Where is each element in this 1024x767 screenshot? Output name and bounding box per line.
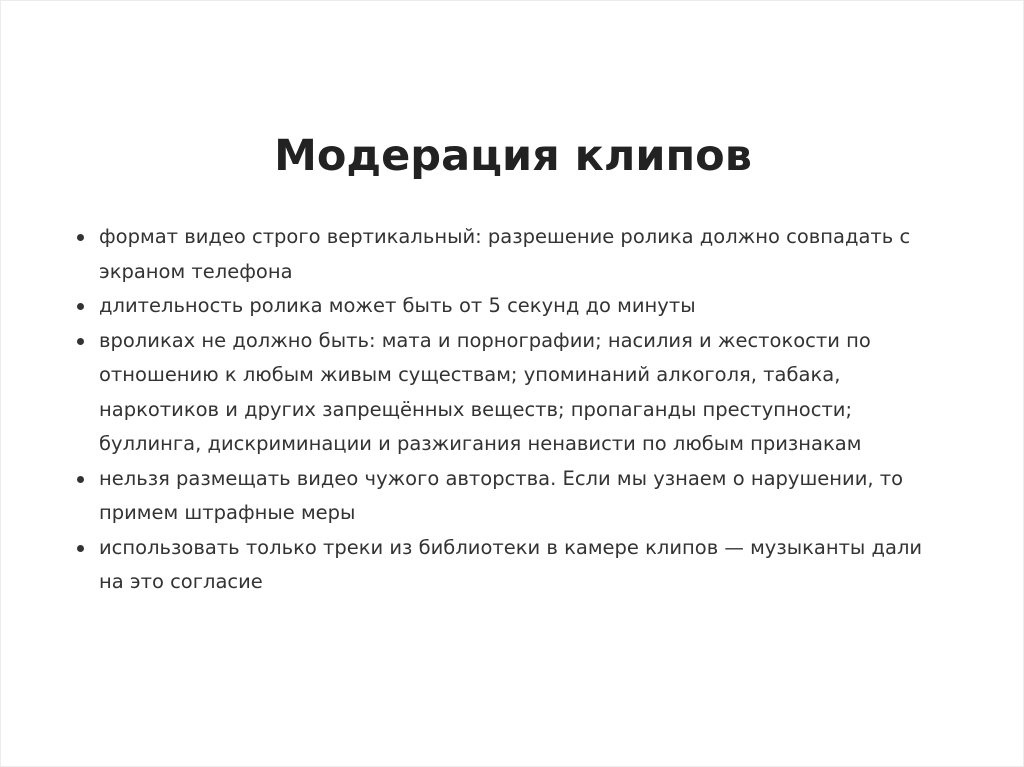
- bullet-text-line: на это согласие: [99, 570, 263, 593]
- bullet-item-music-tracks: [76, 531, 1006, 600]
- bullet-text-line: нельзя размещать видео чужого авторства. Если мы узнаем о нарушении, то: [99, 466, 904, 490]
- bullet-item-authorship: [76, 462, 1006, 531]
- bullet-dot-icon: [77, 303, 84, 310]
- bullet-text-line: примем штрафные меры: [99, 501, 356, 524]
- bullet-dot-icon: [77, 234, 84, 241]
- bullet-dot-icon: [77, 545, 84, 552]
- bullet-text-line: отношению к любым живым существам; упоминаний алкоголя, табака,: [99, 363, 841, 386]
- bullet-item-duration: [76, 289, 1006, 324]
- bullet-item-format: [76, 220, 1006, 289]
- bullet-text-line: вроликах не должно быть: мата и порнографии; насилия и жестокости по: [99, 328, 871, 352]
- bullet-text-line: длительность ролика может быть от 5 секунд до минуты: [99, 294, 696, 317]
- slide-title: Модерация клипов: [274, 131, 752, 181]
- bullet-text-line: наркотиков и других запрещённых веществ; пропаганды преступности;: [99, 397, 853, 421]
- bullet-item-prohibited-content: [76, 324, 1006, 462]
- bullet-text-line: буллинга, дискриминации и разжигания ненависти по любым признакам: [99, 432, 862, 455]
- bullet-text-line: экраном телефона: [99, 259, 293, 283]
- bullet-text-line: формат видео строго вертикальный: разрешение ролика должно совпадать с: [99, 225, 911, 248]
- bullet-text-line: использовать только треки из библиотеки в камере клипов — музыканты дали: [99, 535, 923, 559]
- bullet-dot-icon: [77, 476, 84, 483]
- bullet-list: [76, 220, 1006, 600]
- bullet-dot-icon: [77, 338, 84, 345]
